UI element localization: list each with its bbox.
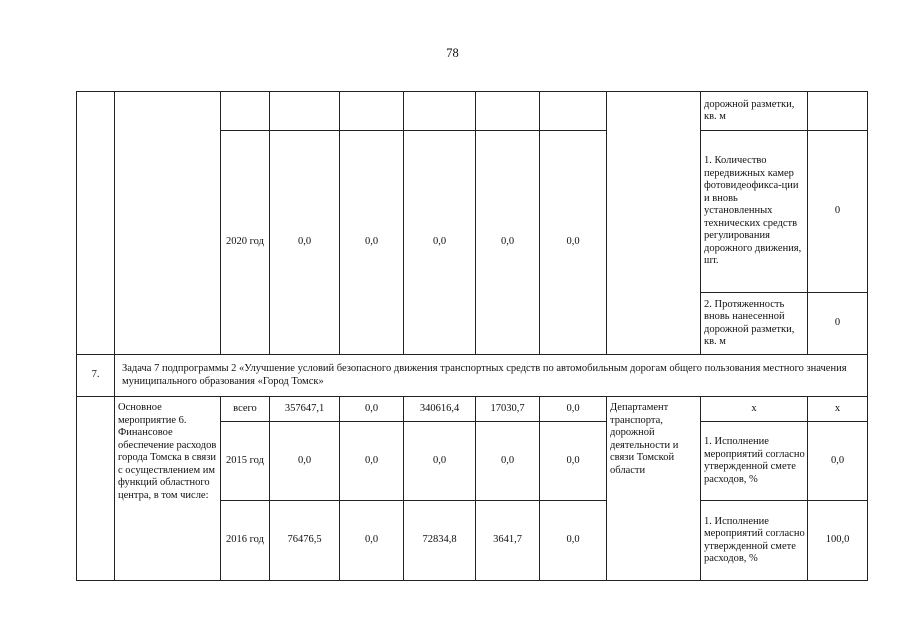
value-cell: 76476,5: [270, 501, 340, 581]
table-row: [77, 397, 868, 422]
table-row: [77, 92, 868, 131]
value-cell: 0,0: [340, 501, 404, 581]
value-cell: [476, 92, 540, 131]
value-cell: [270, 92, 340, 131]
value-cell: 0,0: [476, 422, 540, 501]
indicator-name: дорожной разметки, кв. м: [701, 92, 808, 131]
value-cell: 0,0: [404, 131, 476, 355]
value-cell: 0,0: [540, 397, 607, 422]
period-cell: 2016 год: [221, 501, 270, 581]
program-table: [76, 91, 868, 581]
executor-cell: Департамент транспорта, дорожной деятельности и связи Томской области: [607, 397, 701, 581]
period-cell: всего: [221, 397, 270, 422]
task-number: 7.: [77, 355, 115, 397]
executor-cell: [607, 92, 701, 355]
value-cell: 0,0: [270, 131, 340, 355]
page-number: 78: [446, 46, 459, 60]
row-number-cell: [77, 92, 115, 355]
value-cell: 72834,8: [404, 501, 476, 581]
indicator-value: 0: [808, 293, 868, 355]
task-row: [77, 355, 868, 397]
task-title: Задача 7 подпрограммы 2 «Улучшение условий безопасного движения транспортных средств по автомобильным дорогам общего пользования местного значения муниципального образования «Город Томск»: [115, 355, 868, 397]
indicator-value: 0: [808, 131, 868, 293]
period-cell: 2015 год: [221, 422, 270, 501]
indicator-name: 1. Исполнение мероприятий согласно утвержденной смете расходов, %: [701, 422, 808, 501]
indicator-name: 1. Количество передвижных камер фотовидеофикса-ции и вновь установленных технических средств регулирования дорожного движения, шт.: [701, 131, 808, 293]
value-cell: 0,0: [340, 397, 404, 422]
value-cell: 3641,7: [476, 501, 540, 581]
value-cell: 0,0: [270, 422, 340, 501]
value-cell: 0,0: [476, 131, 540, 355]
row-number-cell: [77, 397, 115, 581]
value-cell: 17030,7: [476, 397, 540, 422]
indicator-name: x: [701, 397, 808, 422]
value-cell: [340, 92, 404, 131]
value-cell: 0,0: [540, 422, 607, 501]
value-cell: 0,0: [540, 131, 607, 355]
value-cell: 0,0: [340, 131, 404, 355]
indicator-name: 1. Исполнение мероприятий согласно утвержденной смете расходов, %: [701, 501, 808, 581]
activity-cell: [115, 92, 221, 355]
value-cell: [540, 92, 607, 131]
activity-cell: Основное мероприятие 6. Финансовое обеспечение расходов города Томска в связи с осуществлением им функций областного центра, в том числе:: [115, 397, 221, 581]
period-cell: 2020 год: [221, 131, 270, 355]
value-cell: 0,0: [540, 501, 607, 581]
value-cell: 0,0: [340, 422, 404, 501]
value-cell: 357647,1: [270, 397, 340, 422]
indicator-value: [808, 92, 868, 131]
period-cell: [221, 92, 270, 131]
indicator-value: 0,0: [808, 422, 868, 501]
indicator-value: 100,0: [808, 501, 868, 581]
indicator-value: x: [808, 397, 868, 422]
value-cell: [404, 92, 476, 131]
value-cell: 0,0: [404, 422, 476, 501]
value-cell: 340616,4: [404, 397, 476, 422]
indicator-name: 2. Протяженность вновь нанесенной дорожной разметки, кв. м: [701, 293, 808, 355]
